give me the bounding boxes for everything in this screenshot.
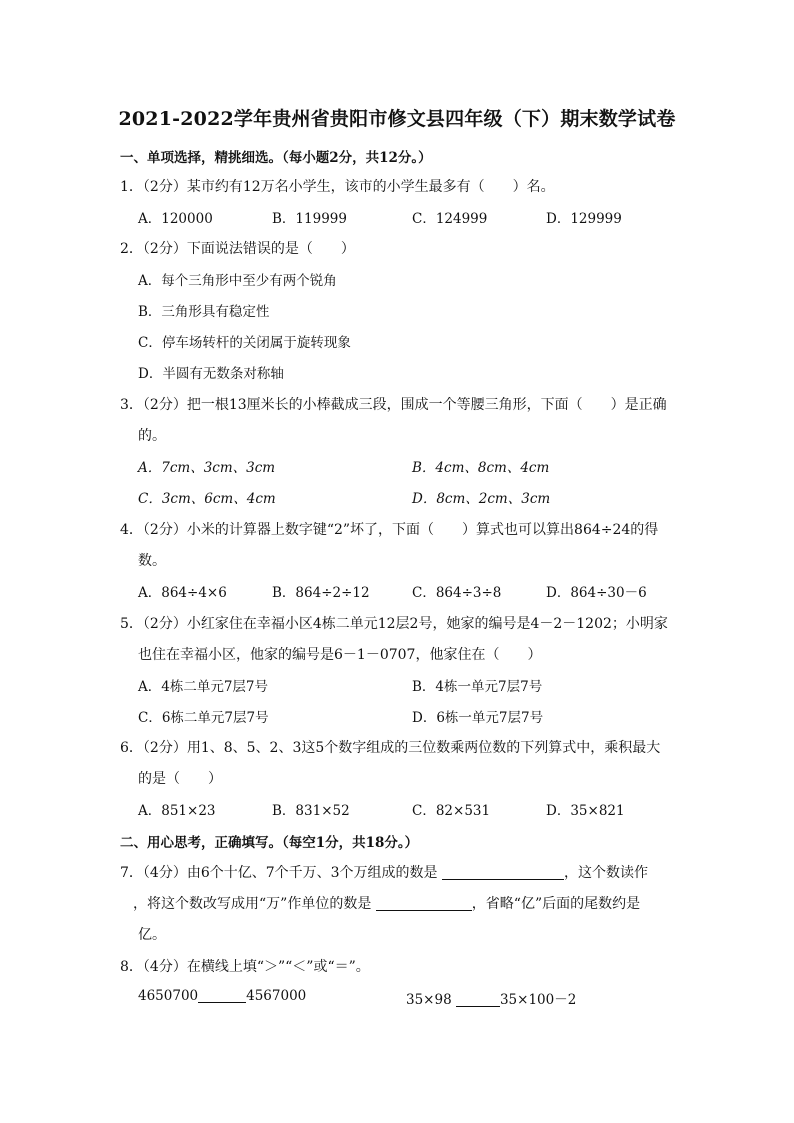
q6-option-a: A．851×23 <box>138 803 216 819</box>
q1-option-c: C．124999 <box>412 211 488 227</box>
question-8-stem: 8．（4分）在横线上填“＞”“＜”或“＝”。 <box>120 959 370 975</box>
question-1-stem: 1．（2分）某市约有12万名小学生，该市的小学生最多有（ ）名。 <box>120 179 555 195</box>
page-title: 2021-2022学年贵州省贵阳市修文县四年级（下）期末数学试卷 <box>118 108 676 130</box>
question-2-stem: 2．（2分）下面说法错误的是（ ） <box>120 241 355 257</box>
question-4-stem-line2: 数。 <box>138 553 166 569</box>
question-4-stem-line1: 4．（2分）小米的计算器上数字键“2”坏了，下面（ ）算式也可以算出864÷24的得 <box>120 522 659 538</box>
question-5-stem-line2: 也住在幸福小区，他家的编号是6－1－0707，他家住在（ ） <box>138 647 542 663</box>
q8-compare-left <box>138 988 306 1004</box>
q7-blank-1[interactable] <box>442 865 564 880</box>
q8-compare-right <box>406 988 576 1008</box>
q7-text-4: ，省略“亿”后面的尾数约是 <box>471 896 641 912</box>
question-6-stem-line1: 6．（2分）用1、8、5、2、3这5个数字组成的三位数乘两位数的下列算式中，乘积最大 <box>120 740 661 756</box>
q1-option-b: B．119999 <box>272 211 347 227</box>
q5-option-b: B．4栋一单元7层7号 <box>412 679 543 695</box>
q4-option-d: D．864÷30－6 <box>546 585 647 601</box>
q3-option-a: A．7cm、3cm、3cm <box>138 460 276 476</box>
q8-left-b: 4567000 <box>246 988 307 1004</box>
q4-option-c: C．864÷3÷8 <box>412 585 502 601</box>
q8-right-b: 35×100－2 <box>499 992 577 1008</box>
q7-text-1: 7．（4分）由6个十亿、7个千万、3个万组成的数是 <box>120 865 438 881</box>
q6-option-b: B．831×52 <box>272 803 350 819</box>
section-heading-1: 一、单项选择，精挑细选。（每小题2分，共12分。） <box>120 150 432 166</box>
q7-text-3: ，将这个数改写成用“万”作单位的数是 <box>133 896 372 912</box>
q8-right-a: 35×98 <box>406 992 452 1008</box>
q6-option-c: C．82×531 <box>412 803 491 819</box>
q8-blank-2[interactable] <box>456 992 500 1007</box>
q4-option-b: B．864÷2÷12 <box>272 585 370 601</box>
q8-blank-1[interactable] <box>198 988 246 1003</box>
q7-text-2: ，这个数读作 <box>564 865 648 881</box>
q8-left-a: 4650700 <box>138 988 199 1004</box>
q3-option-c: C．3cm、6cm、4cm <box>138 491 276 507</box>
q3-option-d: D．8cm、2cm、3cm <box>412 491 551 507</box>
q3-option-b: B．4cm、8cm、4cm <box>412 460 550 476</box>
q6-option-d: D．35×821 <box>546 803 625 819</box>
q4-option-a: A．864÷4×6 <box>138 585 227 601</box>
q2-option-b: B．三角形具有稳定性 <box>138 304 270 320</box>
q1-option-d: D．129999 <box>546 211 622 227</box>
q2-option-d: D．半圆有无数条对称轴 <box>138 366 284 382</box>
q5-option-a: A．4栋二单元7层7号 <box>138 679 269 695</box>
question-7-line1 <box>120 862 648 882</box>
q7-blank-2[interactable] <box>376 896 472 911</box>
section-heading-2: 二、用心思考，正确填写。（每空1分，共18分。） <box>120 835 419 851</box>
q5-option-d: D．6栋一单元7层7号 <box>412 710 544 726</box>
question-3-stem-line2: 的。 <box>138 428 166 444</box>
q5-option-c: C．6栋二单元7层7号 <box>138 710 269 726</box>
question-5-stem-line1: 5．（2分）小红家住在幸福小区4栋二单元12层2号，她家的编号是4－2－1202；小明家 <box>120 616 668 632</box>
q1-option-a: A．120000 <box>138 211 213 227</box>
q2-option-a: A．每个三角形中至少有两个锐角 <box>138 273 337 289</box>
question-7-line3: 亿。 <box>138 927 166 943</box>
question-3-stem-line1: 3．（2分）把一根13厘米长的小棒截成三段，围成一个等腰三角形，下面（ ）是正确 <box>120 397 667 413</box>
question-7-line2 <box>133 893 640 913</box>
question-6-stem-line2: 的是（ ） <box>138 771 222 787</box>
q2-option-c: C．停车场转杆的关闭属于旋转现象 <box>138 335 351 351</box>
